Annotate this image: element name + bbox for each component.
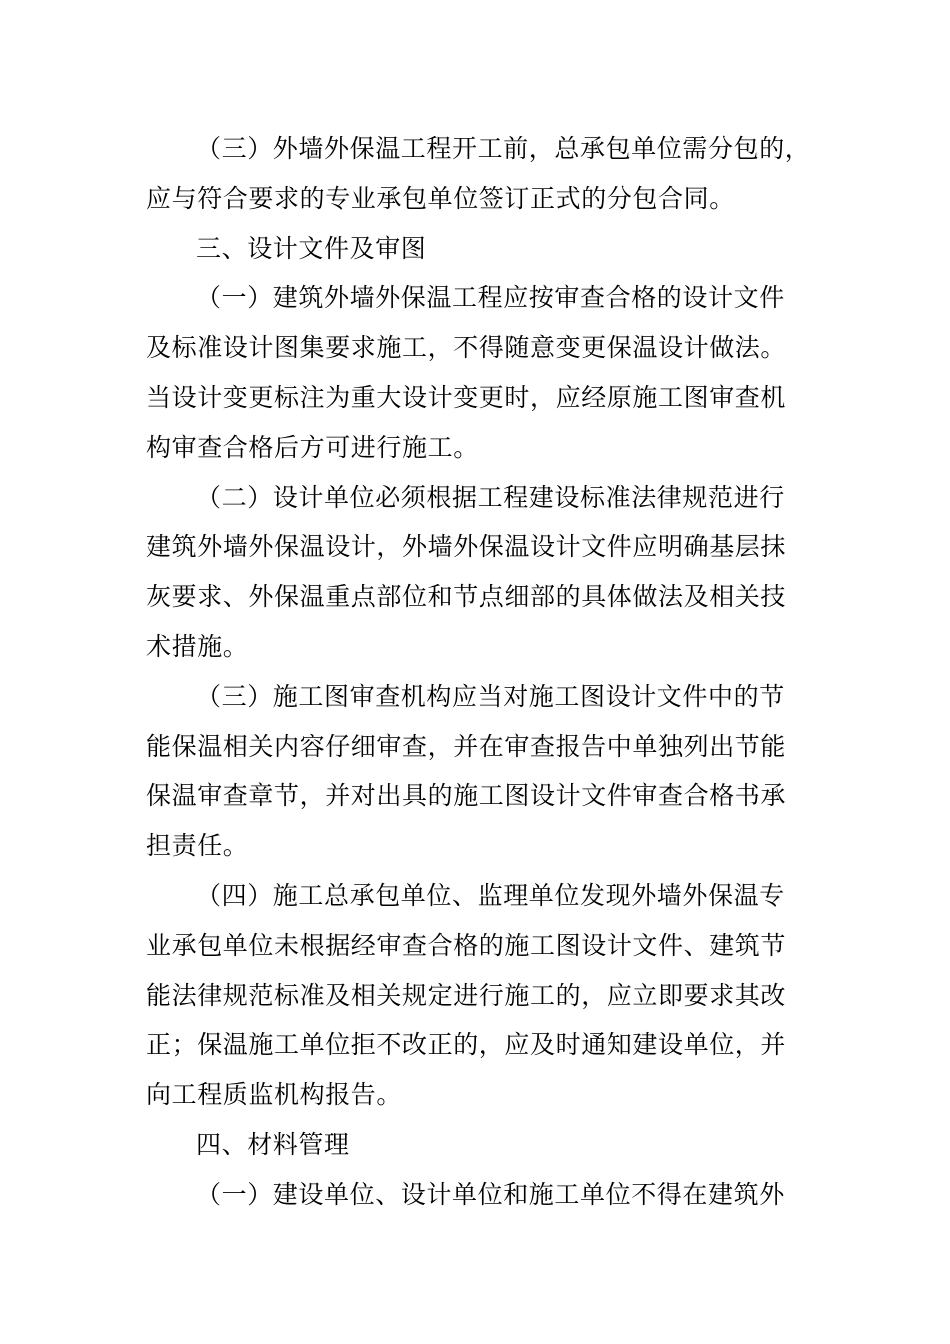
text-line: 三、设计文件及审图 <box>196 233 427 263</box>
text-line: （三）外墙外保温工程开工前，总承包单位需分包的， <box>196 134 811 163</box>
text-line: 构审查合格后方可进行施工。 <box>146 432 479 462</box>
text-line: 能保温相关内容仔细审查，并在审查报告中单独列出节能 <box>146 731 787 761</box>
text-line: 灰要求、外保温重点部位和节点细部的具体做法及相关技 <box>146 582 787 612</box>
text-line: 保温审查章节，并对出具的施工图设计文件审查合格书承 <box>146 781 787 811</box>
text-line: 四、材料管理 <box>196 1129 350 1159</box>
text-line: 及标准设计图集要求施工，不得随意变更保温设计做法。 <box>146 333 787 363</box>
text-line: 应与符合要求的专业承包单位签订正式的分包合同。 <box>146 183 735 213</box>
document-body <box>146 124 811 1220</box>
text-line: 向工程质监机构报告。 <box>146 1080 403 1110</box>
text-line: （三）施工图审查机构应当对施工图设计文件中的节 <box>196 681 785 711</box>
text-line: （二）设计单位必须根据工程建设标准法律规范进行 <box>196 482 785 512</box>
text-line: 正；保温施工单位拒不改正的，应及时通知建设单位，并 <box>146 1030 787 1060</box>
text-line: 能法律规范标准及相关规定进行施工的，应立即要求其改 <box>146 980 787 1010</box>
text-line: （一）建筑外墙外保温工程应按审查合格的设计文件 <box>196 283 785 313</box>
text-line: 当设计变更标注为重大设计变更时，应经原施工图审查机 <box>146 382 787 412</box>
text-line: 业承包单位未根据经审查合格的施工图设计文件、建筑节 <box>146 930 787 960</box>
text-line: 担责任。 <box>146 831 249 861</box>
text-line: 建筑外墙外保温设计，外墙外保温设计文件应明确基层抹 <box>146 532 787 562</box>
text-line: （四）施工总承包单位、监理单位发现外墙外保温专 <box>196 880 785 910</box>
text-line: 术措施。 <box>146 631 249 661</box>
text-line: （一）建设单位、设计单位和施工单位不得在建筑外 <box>196 1179 785 1209</box>
